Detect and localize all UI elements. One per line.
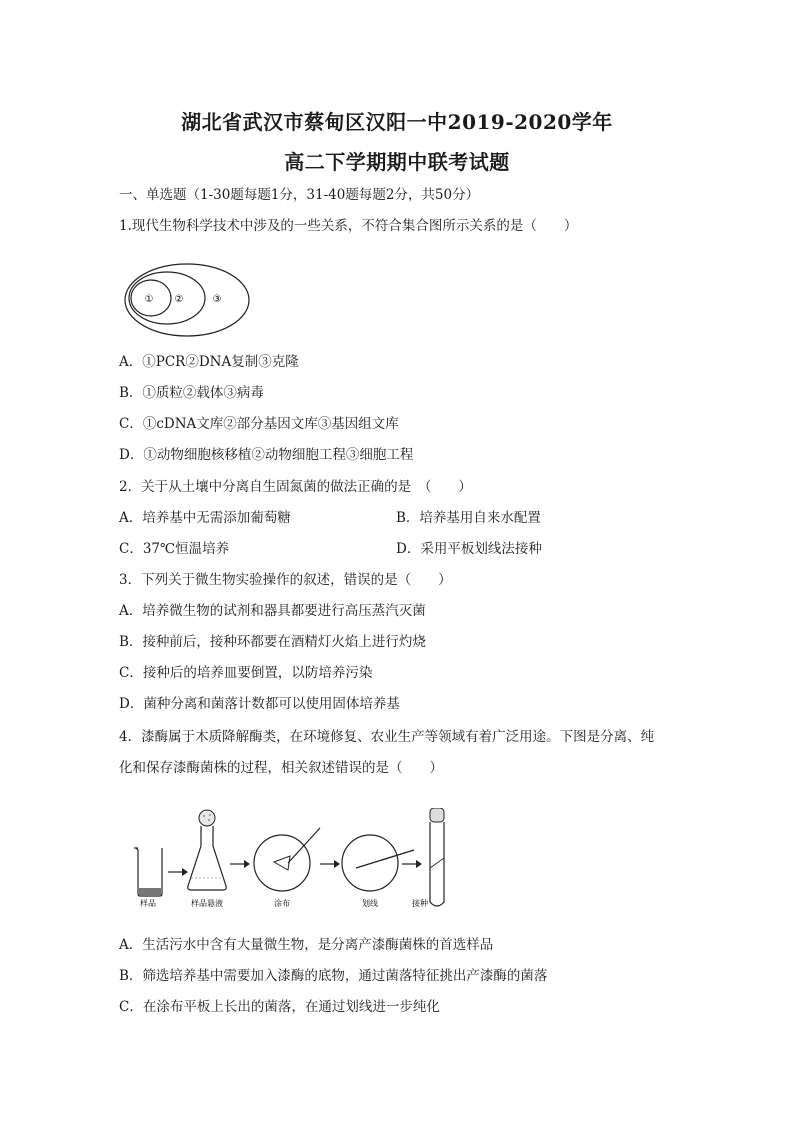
q3-option-d: D．菌种分离和菌落计数都可以使用固体培养基 — [119, 696, 400, 712]
label-streaking: 划线 — [362, 899, 378, 908]
venn-label-3: ③ — [212, 294, 222, 305]
q2-option-c: C．37℃恒温培养 — [119, 541, 230, 557]
q1-option-d: D．①动物细胞核移植②动物细胞工程③细胞工程 — [119, 447, 414, 463]
q3-option-c: C．接种后的培养皿要倒置，以防培养污染 — [119, 665, 373, 681]
label-sample: 样品 — [140, 899, 156, 908]
set-2-ellipse — [129, 272, 205, 324]
test-tube-icon — [430, 808, 444, 906]
q1-venn-diagram — [122, 262, 252, 340]
q2-option-d: D．采用平板划线法接种 — [396, 541, 542, 557]
label-inoculation: 接种 — [412, 899, 428, 908]
q4-stem-line1: 4．漆酶属于木质降解酶类，在环境修复、农业生产等领域有着广泛用途。下图是分离、纯 — [119, 729, 655, 745]
beaker-icon — [134, 848, 162, 896]
q3-stem: 3．下列关于微生物实验操作的叙述，错误的是（ ） — [119, 572, 452, 588]
label-sample-suspension: 样品悬液 — [191, 899, 223, 908]
q3-option-a: A．培养微生物的试剂和器具都要进行高压蒸汽灭菌 — [119, 603, 426, 619]
venn-label-1: ① — [144, 294, 154, 305]
arrow-icon — [168, 868, 188, 876]
venn-label-2: ② — [174, 294, 184, 305]
q1-option-a: A．①PCR②DNA复制③克隆 — [119, 354, 299, 370]
arrow-icon — [320, 860, 340, 868]
petri-dish-streak-icon — [342, 835, 414, 891]
flask-icon — [188, 810, 226, 890]
petri-dish-spread-icon — [254, 828, 320, 891]
exam-title-line1: 湖北省武汉市蔡甸区汉阳一中2019-2020学年 — [181, 110, 613, 134]
arrow-icon — [230, 860, 250, 868]
q1-option-c: C．①cDNA文库②部分基因文库③基因组文库 — [119, 416, 399, 432]
q1-option-b: B．①质粒②载体③病毒 — [119, 385, 264, 401]
q4-procedure-diagram — [130, 808, 470, 910]
q4-option-b: B．筛选培养基中需要加入漆酶的底物，通过菌落特征挑出产漆酶的菌落 — [119, 968, 548, 984]
q2-option-b: B．培养基用自来水配置 — [396, 510, 541, 526]
q4-option-a: A．生活污水中含有大量微生物，是分离产漆酶菌株的首选样品 — [119, 937, 494, 953]
q3-option-b: B．接种前后，接种环都要在酒精灯火焰上进行灼烧 — [119, 634, 426, 650]
arrow-icon — [402, 860, 422, 868]
q2-option-a: A．培养基中无需添加葡萄糖 — [119, 510, 291, 526]
label-spreading: 涂布 — [274, 899, 290, 908]
q4-option-c: C．在涂布平板上长出的菌落，在通过划线进一步纯化 — [119, 999, 440, 1015]
exam-title-line2: 高二下学期期中联考试题 — [284, 150, 510, 174]
section-heading: 一、单选题（1-30题每题1分，31-40题每题2分，共50分） — [119, 187, 480, 203]
q2-stem: 2．关于从土壤中分离自生固氮菌的做法正确的是 （ ） — [119, 479, 472, 495]
q1-stem: 1.现代生物科学技术中涉及的一些关系，不符合集合图所示关系的是（ ） — [119, 218, 578, 234]
q4-stem-line2: 化和保存漆酶菌株的过程，相关叙述错误的是（ ） — [119, 760, 443, 776]
